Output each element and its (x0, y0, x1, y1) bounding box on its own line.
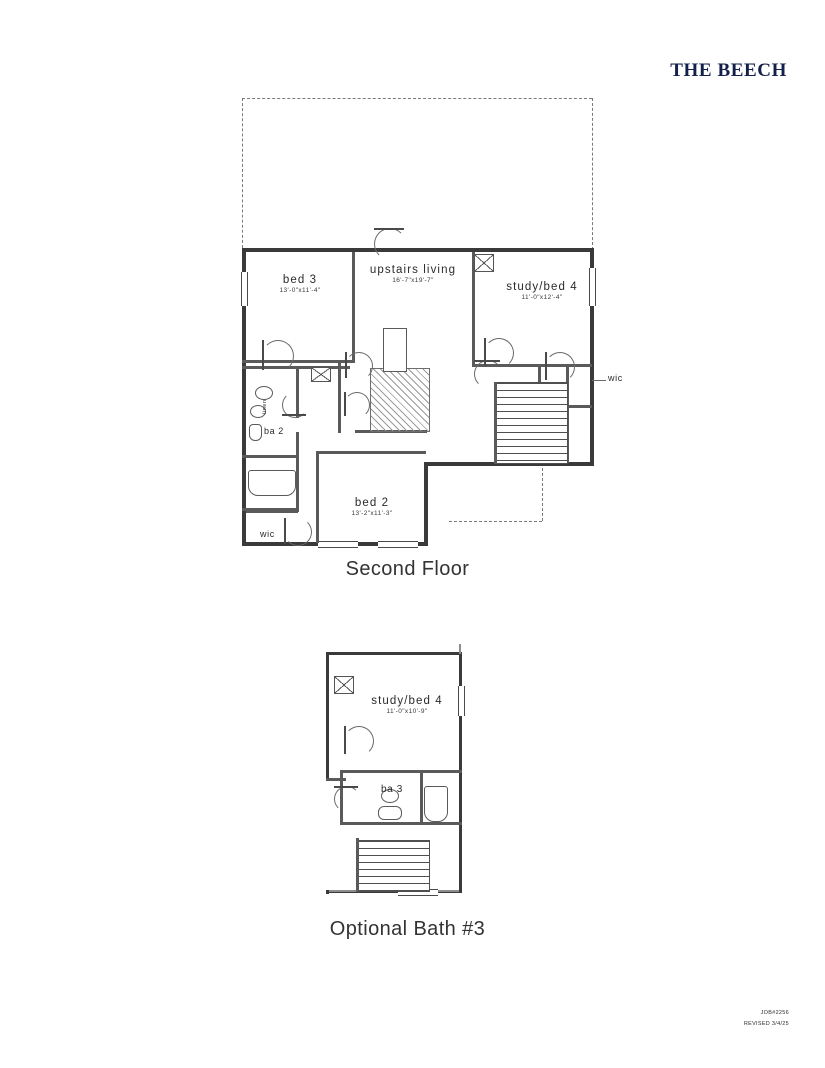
wic-leader-line (592, 380, 606, 381)
door-ba2-leaf (282, 414, 306, 416)
door-hall2-arc (344, 392, 370, 418)
opt-wall-left (326, 652, 329, 780)
door-hall-arc (345, 352, 373, 380)
wall-wic-left-top (246, 510, 298, 513)
opt-wall-closet-bottom (326, 778, 346, 781)
door-wic-right-leaf (545, 352, 547, 380)
window-right-study (589, 268, 596, 306)
wall-bed2-left (316, 451, 319, 543)
linen-closet-icon (311, 367, 331, 382)
door-hall2-leaf (344, 392, 346, 416)
wall-hall-right (338, 415, 341, 433)
opt-wall-bath-bottom (340, 822, 462, 825)
caption-optional-bath-text: Optional Bath #3 (329, 918, 486, 940)
opt-tub-ba3 (424, 786, 448, 822)
room-label-study-bed4 (494, 281, 590, 301)
opt-room-label-study-bed4 (352, 695, 462, 715)
footer-revision (744, 1020, 789, 1028)
door-hall-leaf (345, 352, 347, 378)
label-wic-left: wic (260, 529, 275, 539)
door-entry-living-arc (374, 228, 406, 260)
tub-ba2 (248, 470, 296, 496)
window-bed3-left (241, 272, 248, 306)
door-bed3-arc (262, 340, 294, 372)
opt-toilet-ba3 (378, 806, 402, 820)
room-label-upstairs-living (358, 264, 468, 284)
door-wic-left-leaf (474, 360, 500, 362)
outline-dash-lower-right (542, 463, 543, 521)
door-entry-living-leaf (374, 228, 404, 230)
room-name-bed3: bed 3 (282, 274, 318, 286)
room-name-upstairs-living: upstairs living (369, 264, 457, 276)
staircase-second-floor (496, 382, 568, 464)
room-dims-bed2: 13'-2"x11'-3" (351, 510, 393, 517)
wall-hall-left (338, 366, 341, 386)
opt-door-bath-arc (334, 786, 360, 812)
toilet-ba2 (249, 424, 262, 441)
room-dims-upstairs-living: 16'-7"x19'-7" (392, 277, 434, 284)
footer-job-number (761, 1009, 789, 1017)
opt-wall-bath-top (340, 770, 462, 773)
door-wic-left-arc (474, 360, 502, 388)
room-name-bed2: bed 2 (354, 497, 390, 509)
exterior-wall-bed2-right (424, 462, 428, 546)
door-bed2-leaf (284, 518, 286, 544)
opt-door-study-leaf (344, 726, 346, 754)
outline-dash-lower (449, 521, 542, 522)
room-name-study-bed4: study/bed 4 (506, 281, 578, 293)
window-bed2-bottom (318, 541, 358, 548)
room-label-bed2 (328, 497, 416, 517)
chase-box (383, 328, 407, 372)
opt-wall-top-extend (459, 644, 461, 654)
opt-door-study-arc (344, 726, 374, 756)
opt-staircase (358, 840, 430, 892)
opt-room-label-ba3: ba 3 (381, 784, 403, 795)
label-linen-text: linen (262, 399, 268, 414)
door-wic-right-arc (545, 352, 575, 382)
exterior-wall-top (242, 248, 594, 252)
plan-brand-title: THE BEECH (670, 60, 787, 81)
study-closet-icon (474, 254, 494, 272)
footer-revision-text: REVISED 3/4/25 (743, 1021, 789, 1027)
outline-dash-left (242, 98, 243, 248)
opt-study-closet-icon (334, 676, 354, 694)
opt-wall-bath-divider (420, 773, 423, 823)
door-bed2-arc (284, 518, 312, 546)
outline-dash-top (242, 98, 592, 99)
opt-wall-stair-left (356, 838, 359, 892)
opt-wall-top (326, 652, 462, 655)
room-dims-study-bed4: 11'-0"x12'-4" (521, 294, 563, 301)
room-label-bed3 (258, 274, 342, 294)
caption-second-floor-text: Second Floor (345, 558, 470, 580)
wall-stair-left (494, 382, 497, 464)
window-bed2-bottom-2 (378, 541, 418, 548)
wall-ba2-mid (242, 455, 298, 458)
label-linen (262, 399, 268, 414)
room-label-ba2: ba 2 (264, 426, 284, 436)
caption-optional-bath (0, 918, 825, 941)
label-wic-right: wic (608, 373, 623, 383)
door-bed3-leaf (262, 340, 264, 370)
opt-room-dims-study-bed4: 11'-0"x10'-9" (386, 708, 428, 715)
stair-opening-hatch (370, 368, 430, 432)
caption-second-floor (0, 558, 825, 581)
wall-ba2-right-lower (296, 432, 299, 512)
wall-bed2-top (316, 451, 426, 454)
footer-job-number-text: JOB#2256 (760, 1010, 789, 1016)
sink-ba2-b (255, 386, 273, 400)
room-dims-bed3: 13'-0"x11'-4" (279, 287, 321, 294)
outline-dash-right (592, 98, 593, 250)
opt-room-name-study-bed4: study/bed 4 (371, 695, 443, 707)
wall-bed3-right (352, 252, 355, 362)
opt-door-bath-leaf (334, 786, 358, 788)
